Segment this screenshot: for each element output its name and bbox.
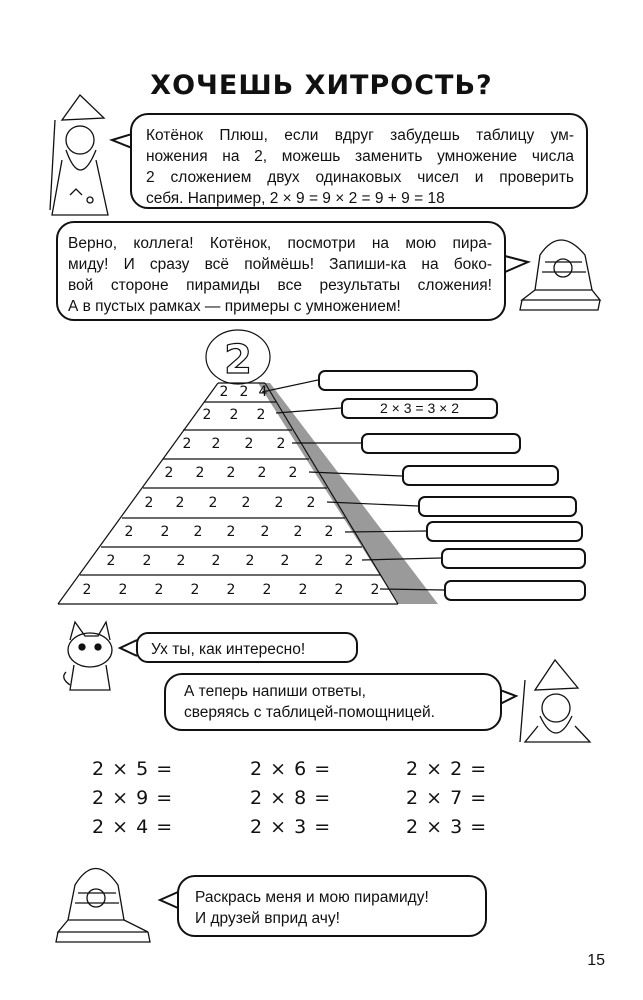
brick: 2 [118,582,128,598]
page-number: 15 [587,952,605,969]
brick: 2 [82,582,92,598]
brick: 2 [160,524,170,540]
brick: 2 [260,524,270,540]
brick: 2 [229,407,239,423]
brick: 2 [176,553,186,569]
bubble-line: А в пустых рамках — примеры с умножением! [68,298,401,315]
brick: 2 [226,582,236,598]
brick: 2 [370,582,380,598]
brick: 2 [244,436,254,452]
brick: 2 [306,495,316,511]
brick: 2 [124,524,134,540]
bubble-line: Ух ты, как интересно! [151,641,306,658]
bubble-line: И друзей вприд ачу! [195,910,340,927]
kitten-illustration [64,622,112,690]
bubble-line: 2 сложением двух одинаковых чисел и проверить [146,169,574,186]
exercise[interactable]: 2 × 9 = [92,787,174,809]
brick: 2 [106,553,116,569]
brick: 2 [334,582,344,598]
svg-text:2: 2 [224,337,252,383]
bubble-line: Раскрась меня и мою пирамиду! [195,889,429,906]
brick: 2 [211,553,221,569]
bubble-line: ножения на 2, можешь заменить умножение числа [146,148,574,165]
brick: 2 [262,582,272,598]
brick: 2 [195,465,205,481]
answer-box[interactable] [318,370,478,391]
brick: 4 [258,384,268,400]
brick: 2 [257,465,267,481]
exercise[interactable]: 2 × 6 = [250,758,332,780]
brick: 2 [144,495,154,511]
brick: 2 [288,465,298,481]
brick: 2 [211,436,221,452]
brick: 2 [182,436,192,452]
exercise[interactable]: 2 × 7 = [406,787,488,809]
brick: 2 [154,582,164,598]
brick: 2 [276,436,286,452]
bubble-line: Котёнок Плюш, если вдруг забудешь таблицу ум- [146,127,574,144]
brick: 2 [193,524,203,540]
answer-box[interactable] [361,433,521,454]
answer-box[interactable] [441,548,586,569]
exercise[interactable]: 2 × 3 = [406,816,488,838]
exercise[interactable]: 2 × 4 = [92,816,174,838]
brick: 2 [344,553,354,569]
exercise[interactable]: 2 × 3 = [250,816,332,838]
brick: 2 [274,495,284,511]
bubble-line: миду! И сразу всё поймёшь! Запиши-ка на боко- [68,256,492,273]
answer-box[interactable] [418,496,577,517]
brick: 2 [245,553,255,569]
wizard-top-illustration [50,95,108,215]
exercise[interactable]: 2 × 8 = [250,787,332,809]
answer-box[interactable] [402,465,559,486]
sphinx-bottom-speech-bubble [177,875,487,937]
brick: 2 [256,407,266,423]
brick: 2 [298,582,308,598]
brick: 2 [293,524,303,540]
brick: 2 [202,407,212,423]
sphinx-speech-bubble [56,221,506,321]
wizard-bottom-illustration [520,660,590,742]
brick: 2 [190,582,200,598]
sphinx-top-illustration [520,240,600,310]
exercise[interactable]: 2 × 2 = [406,758,488,780]
bubble-line: себя. Например, 2 × 9 = 9 × 2 = 9 + 9 = 18 [146,190,445,207]
brick: 2 [208,495,218,511]
brick: 2 [324,524,334,540]
answer-box[interactable] [444,580,586,601]
answer-box[interactable] [426,521,583,542]
brick: 2 [219,384,229,400]
brick: 2 [239,384,249,400]
brick: 2 [164,465,174,481]
wizard-speech-bubble [130,113,588,209]
bubble-line: А теперь напиши ответы, [184,683,366,700]
brick: 2 [226,465,236,481]
brick: 2 [280,553,290,569]
brick: 2 [226,524,236,540]
exercise[interactable]: 2 × 5 = [92,758,174,780]
brick: 2 [175,495,185,511]
page-title: ХОЧЕШЬ ХИТРОСТЬ? [150,70,493,101]
kitten-speech-bubble [136,632,358,663]
brick: 2 [142,553,152,569]
bubble-line: Верно, коллега! Котёнок, посмотри на мою пира- [68,235,492,252]
brick: 2 [241,495,251,511]
bubble-line: сверяясь с таблицей-помощницей. [184,704,435,721]
wizard-bottom-speech-bubble [164,673,502,731]
sphinx-bottom-illustration [56,869,150,943]
answer-box[interactable]: 2 × 3 = 3 × 2 [341,398,498,419]
brick: 2 [314,553,324,569]
bubble-line: вой стороне пирамиды все результаты сложения! [68,277,492,294]
